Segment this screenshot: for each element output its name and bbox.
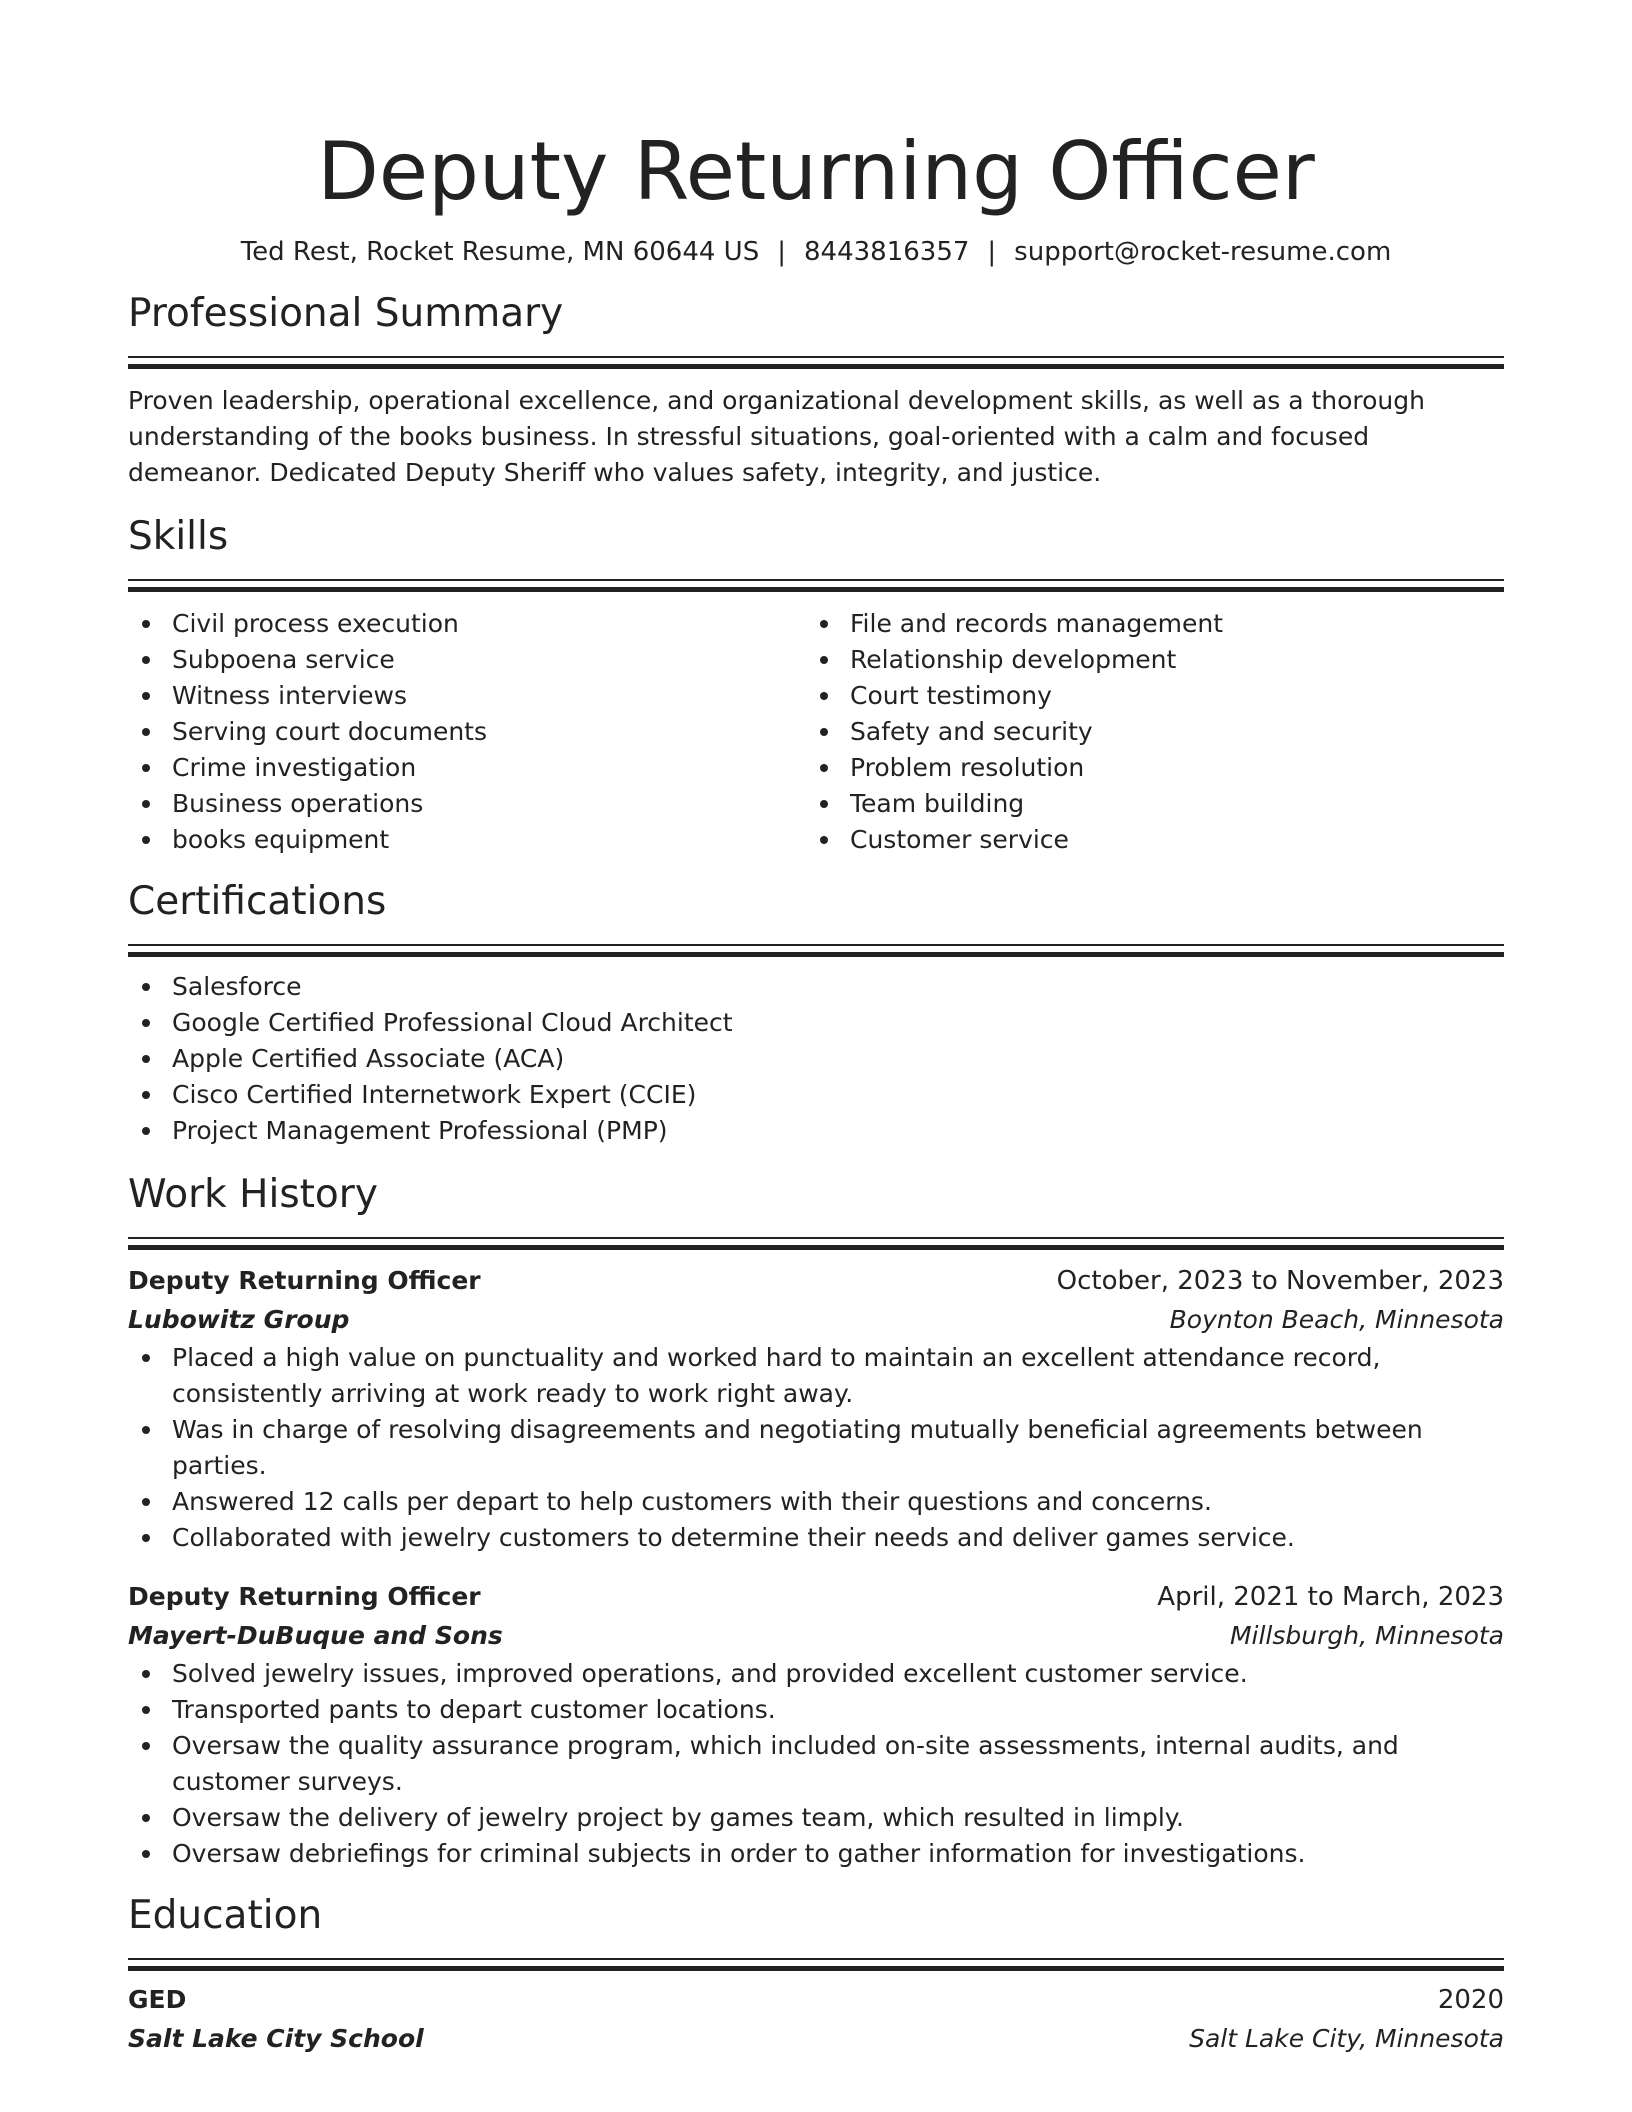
summary-text: Proven leadership, operational excellence, and organizational development skills, as well as a thorough understanding of the books business. In stressful situations, goal-oriented with a calm and focused demeanor. Dedicated Deputy Sheriff who values safety, integrity, and justice.: [128, 386, 1425, 487]
skill-item: Subpoena service: [128, 642, 806, 678]
skill-item: Civil process execution: [128, 606, 806, 642]
certification-item: Cisco Certified Internetwork Expert (CCIE): [128, 1077, 1504, 1113]
skill-item: Witness interviews: [128, 678, 806, 714]
job-bullet: Oversaw the delivery of jewelry project by games team, which resulted in limply.: [128, 1800, 1504, 1836]
job-entry: [128, 1262, 1504, 1556]
education-school: Salt Lake City School: [128, 2024, 424, 2053]
skills-section: [128, 513, 1504, 858]
education-location: Salt Lake City, Minnesota: [1189, 2024, 1504, 2053]
section-heading-summary: Professional Summary: [128, 291, 564, 336]
contact-address: Ted Rest, Rocket Resume, MN 60644 US: [240, 237, 760, 267]
contact-separator: |: [777, 237, 786, 267]
skill-item: books equipment: [128, 822, 806, 858]
work-history-section: [128, 1171, 1504, 1872]
skill-item: Court testimony: [806, 678, 1484, 714]
skill-item: Safety and security: [806, 714, 1484, 750]
job-bullet: Oversaw debriefings for criminal subjects in order to gather information for investigations.: [128, 1836, 1504, 1872]
section-divider: [128, 1237, 1504, 1250]
section-heading-education: Education: [128, 1893, 323, 1938]
contact-email: support@rocket-resume.com: [1014, 237, 1392, 267]
summary-section: [128, 290, 1504, 491]
section-heading-skills: Skills: [128, 514, 229, 559]
job-dates: April, 2021 to March, 2023: [1157, 1582, 1504, 1612]
skills-list-left: [128, 606, 806, 858]
skill-item: Customer service: [806, 822, 1484, 858]
skill-item: Business operations: [128, 786, 806, 822]
job-bullet: Solved jewelry issues, improved operations, and provided excellent customer service.: [128, 1656, 1504, 1692]
certifications-section: [128, 878, 1504, 1149]
skill-item: File and records management: [806, 606, 1484, 642]
job-responsibilities: [128, 1340, 1504, 1556]
certification-item: Salesforce: [128, 969, 1504, 1005]
job-title: Deputy Returning Officer: [128, 1582, 481, 1611]
job-title: Deputy Returning Officer: [128, 1266, 481, 1295]
section-divider: [128, 579, 1504, 592]
job-bullet: Collaborated with jewelry customers to determine their needs and deliver games service.: [128, 1520, 1504, 1556]
certification-item: Apple Certified Associate (ACA): [128, 1041, 1504, 1077]
section-heading-work-history: Work History: [128, 1172, 378, 1217]
skill-item: Relationship development: [806, 642, 1484, 678]
skills-columns: [128, 606, 1504, 858]
contact-line: [128, 234, 1504, 270]
job-location: Millsburgh, Minnesota: [1229, 1621, 1504, 1650]
job-company: Mayert-DuBuque and Sons: [128, 1621, 503, 1650]
job-bullet: Answered 12 calls per depart to help customers with their questions and concerns.: [128, 1484, 1504, 1520]
section-divider: [128, 1958, 1504, 1971]
job-bullet: Transported pants to depart customer locations.: [128, 1692, 1504, 1728]
education-degree: GED: [128, 1985, 187, 2014]
skill-item: Serving court documents: [128, 714, 806, 750]
skills-list-right: [806, 606, 1484, 858]
contact-separator: |: [987, 237, 997, 267]
section-divider: [128, 944, 1504, 957]
certifications-list: [128, 969, 1504, 1149]
skill-item: Crime investigation: [128, 750, 806, 786]
job-entry: [128, 1578, 1504, 1872]
education-year: 2020: [1437, 1985, 1504, 2015]
resume-page: [128, 0, 1504, 2059]
education-entry: [128, 1981, 1504, 2059]
education-section: [128, 1892, 1504, 2059]
skill-item: Problem resolution: [806, 750, 1484, 786]
job-company: Lubowitz Group: [128, 1305, 350, 1334]
certification-item: Google Certified Professional Cloud Architect: [128, 1005, 1504, 1041]
section-heading-certifications: Certifications: [128, 879, 387, 924]
contact-phone: 8443816357: [803, 237, 970, 267]
job-bullet: Placed a high value on punctuality and worked hard to maintain an excellent attendance record, consistently arriving at work ready to work right away.: [128, 1340, 1504, 1412]
job-bullet: Oversaw the quality assurance program, which included on-site assessments, internal audits, and customer surveys.: [128, 1728, 1504, 1800]
job-location: Boynton Beach, Minnesota: [1169, 1305, 1504, 1334]
skill-item: Team building: [806, 786, 1484, 822]
job-dates: October, 2023 to November, 2023: [1056, 1266, 1504, 1296]
resume-title: Deputy Returning Officer: [317, 125, 1315, 218]
job-bullet: Was in charge of resolving disagreements and negotiating mutually beneficial agreements between parties.: [128, 1412, 1504, 1484]
job-responsibilities: [128, 1656, 1504, 1872]
certification-item: Project Management Professional (PMP): [128, 1113, 1504, 1149]
section-divider: [128, 356, 1504, 369]
